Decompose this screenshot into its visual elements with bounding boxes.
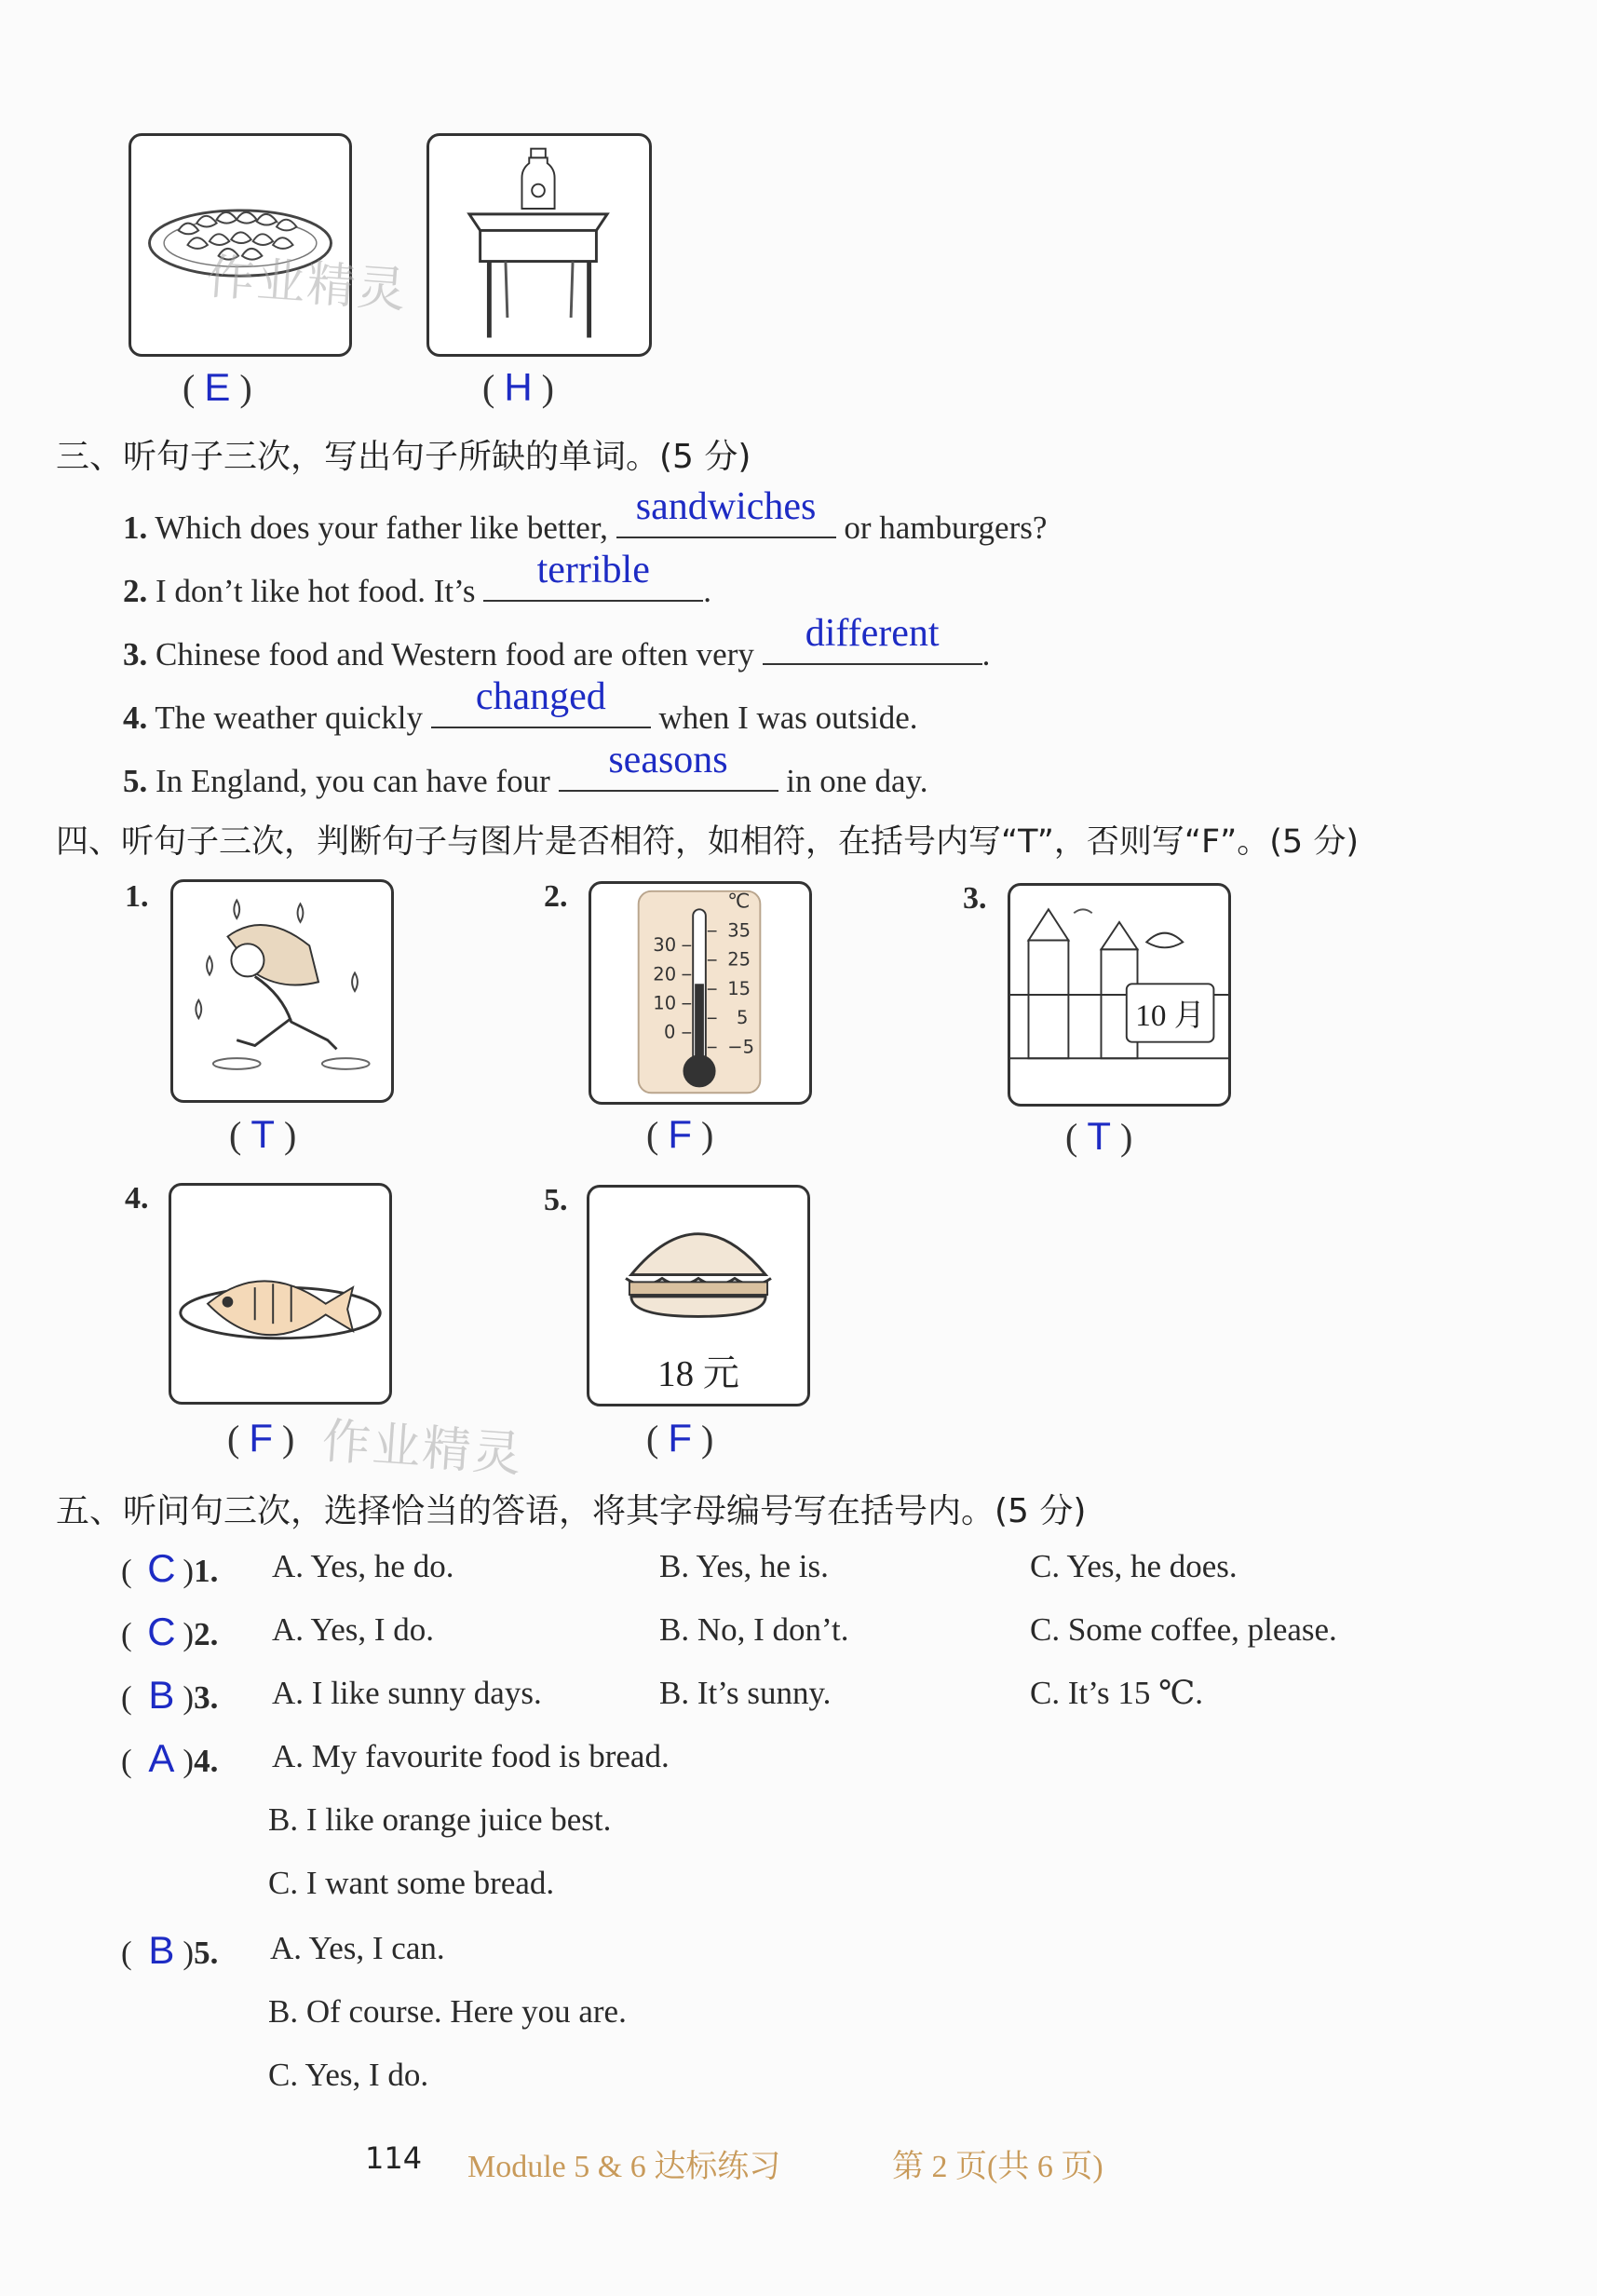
mc-question-5: ( B )5.: [121, 1928, 219, 1972]
blank-answer: terrible: [536, 549, 650, 591]
scale-right: 35: [727, 919, 751, 942]
picture-number: 4.: [125, 1181, 149, 1216]
mc-question-3: ( B )3.: [121, 1673, 219, 1717]
scale-right: 25: [727, 948, 751, 971]
watermark: 作业精灵: [319, 1413, 525, 1484]
mc-answer: C: [147, 1610, 176, 1653]
section3-item-2: [123, 549, 711, 610]
mc-option: B. Yes, he is.: [659, 1548, 829, 1584]
section3-item-4: [123, 675, 918, 737]
footer-page-info: 第 2 页(共 6 页): [892, 2150, 1103, 2184]
answer-letter: H: [504, 365, 533, 409]
watermark: 作业精灵: [204, 249, 410, 319]
blank-answer: different: [805, 612, 940, 655]
picture-number: 3.: [963, 881, 987, 916]
mc-question-1: ( C )1.: [121, 1546, 219, 1590]
scale-left: 10: [653, 992, 677, 1014]
mc-option: B. It’s sunny.: [659, 1675, 832, 1711]
scale-left: 30: [653, 934, 677, 957]
answer-letter: F: [668, 1112, 692, 1156]
scale-right: −5: [727, 1036, 754, 1058]
section3-heading: 三、听句子三次，写出句子所缺的单词。(5 分): [56, 438, 751, 476]
picture-number: 5.: [544, 1183, 568, 1217]
section4-heading: 四、听句子三次，判断句子与图片是否相符，如相符，在括号内写“T”，否则写“F”。(5 分): [56, 823, 1359, 861]
mc-answer: B: [148, 1673, 175, 1717]
answer-letter: E: [204, 365, 231, 409]
price-label: 18 元: [657, 1353, 739, 1394]
picture-london-october: [1008, 883, 1231, 1107]
section3-item-3: [123, 612, 991, 673]
sentence-before: Which does your father like better,: [155, 509, 608, 546]
sentence-before: The weather quickly: [155, 700, 424, 736]
answer-letter: T: [250, 1112, 275, 1156]
section3-item-1: [123, 485, 1048, 547]
scale-left: 0: [664, 1021, 676, 1043]
blank-answer: changed: [475, 675, 606, 718]
mc-number: 2.: [194, 1616, 219, 1652]
sentence-after: or hamburgers?: [844, 509, 1048, 546]
thermometer-unit: ℃: [727, 890, 751, 914]
answer-letter: F: [668, 1416, 692, 1460]
fill-blank: [616, 485, 836, 538]
picture-thermometer: [589, 881, 812, 1105]
mc-number: 3.: [194, 1679, 219, 1716]
sentence-before: I don’t like hot food. It’s: [156, 573, 476, 609]
picture-hamburger: [587, 1185, 810, 1406]
mc-option: A. Yes, I can.: [270, 1930, 445, 1966]
fill-blank: [763, 612, 982, 665]
mc-option: B. I like orange juice best.: [268, 1801, 612, 1838]
sentence-before: Chinese food and Western food are often very: [156, 636, 754, 672]
mc-option: A. Yes, he do.: [272, 1548, 454, 1584]
mc-answer: C: [147, 1546, 176, 1590]
mc-option: C. Some coffee, please.: [1030, 1611, 1337, 1648]
sentence-after: .: [703, 573, 711, 609]
sentence-after: when I was outside.: [658, 700, 918, 736]
scale-right: 5: [737, 1007, 749, 1029]
mc-option: B. No, I don’t.: [659, 1611, 849, 1648]
mc-question-4: ( A )4.: [121, 1736, 219, 1780]
mc-option: C. It’s 15 ℃.: [1030, 1675, 1203, 1711]
mc-option: A. My favourite food is bread.: [272, 1738, 670, 1774]
blank-answer: sandwiches: [635, 485, 817, 528]
answer-paren: ( T ): [229, 1112, 297, 1156]
answer-paren-E: ( E ): [183, 365, 252, 409]
answer-paren: ( F ): [646, 1416, 714, 1460]
footer-title: Module 5 & 6 达标练习: [467, 2150, 781, 2184]
mc-answer: B: [148, 1928, 175, 1972]
fill-blank: [483, 549, 703, 602]
picture-windy-day: [170, 879, 394, 1103]
page-number: 114: [365, 2140, 423, 2176]
scale-right: 15: [727, 977, 751, 999]
item-number: 4.: [123, 700, 148, 736]
picture-H-table-bottle: [426, 133, 652, 357]
fill-blank: [431, 675, 651, 728]
mc-option: C. I want some bread.: [268, 1865, 555, 1901]
sentence-before: In England, you can have four: [156, 763, 550, 799]
mc-option: C. Yes, I do.: [268, 2057, 429, 2093]
month-label: 10 月: [1135, 999, 1205, 1034]
sentence-after: .: [981, 636, 991, 672]
mc-number: 1.: [194, 1553, 219, 1589]
answer-paren: ( F ): [227, 1416, 295, 1460]
mc-number: 4.: [194, 1743, 219, 1779]
mc-number: 5.: [194, 1935, 219, 1971]
item-number: 2.: [123, 573, 148, 609]
mc-option: C. Yes, he does.: [1030, 1548, 1238, 1584]
fill-blank: [559, 739, 778, 792]
item-number: 1.: [123, 509, 148, 546]
picture-number: 1.: [125, 879, 149, 914]
picture-fish: [169, 1183, 392, 1405]
item-number: 3.: [123, 636, 148, 672]
mc-option: A. I like sunny days.: [272, 1675, 542, 1711]
section5-heading: 五、听问句三次，选择恰当的答语，将其字母编号写在括号内。(5 分): [56, 1492, 1087, 1530]
answer-letter: F: [249, 1416, 273, 1460]
mc-question-2: ( C )2.: [121, 1610, 219, 1653]
mc-answer: A: [148, 1736, 175, 1780]
answer-paren-H: ( H ): [482, 365, 554, 409]
picture-number: 2.: [544, 879, 568, 914]
mc-option: B. Of course. Here you are.: [268, 1993, 627, 2030]
scale-left: 20: [653, 963, 677, 985]
answer-paren: ( F ): [646, 1112, 714, 1156]
answer-letter: T: [1087, 1114, 1111, 1158]
sentence-after: in one day.: [786, 763, 928, 799]
mc-option: A. Yes, I do.: [272, 1611, 435, 1648]
answer-paren: ( T ): [1065, 1114, 1133, 1158]
blank-answer: seasons: [608, 739, 728, 781]
item-number: 5.: [123, 763, 148, 799]
section3-item-5: [123, 739, 928, 800]
